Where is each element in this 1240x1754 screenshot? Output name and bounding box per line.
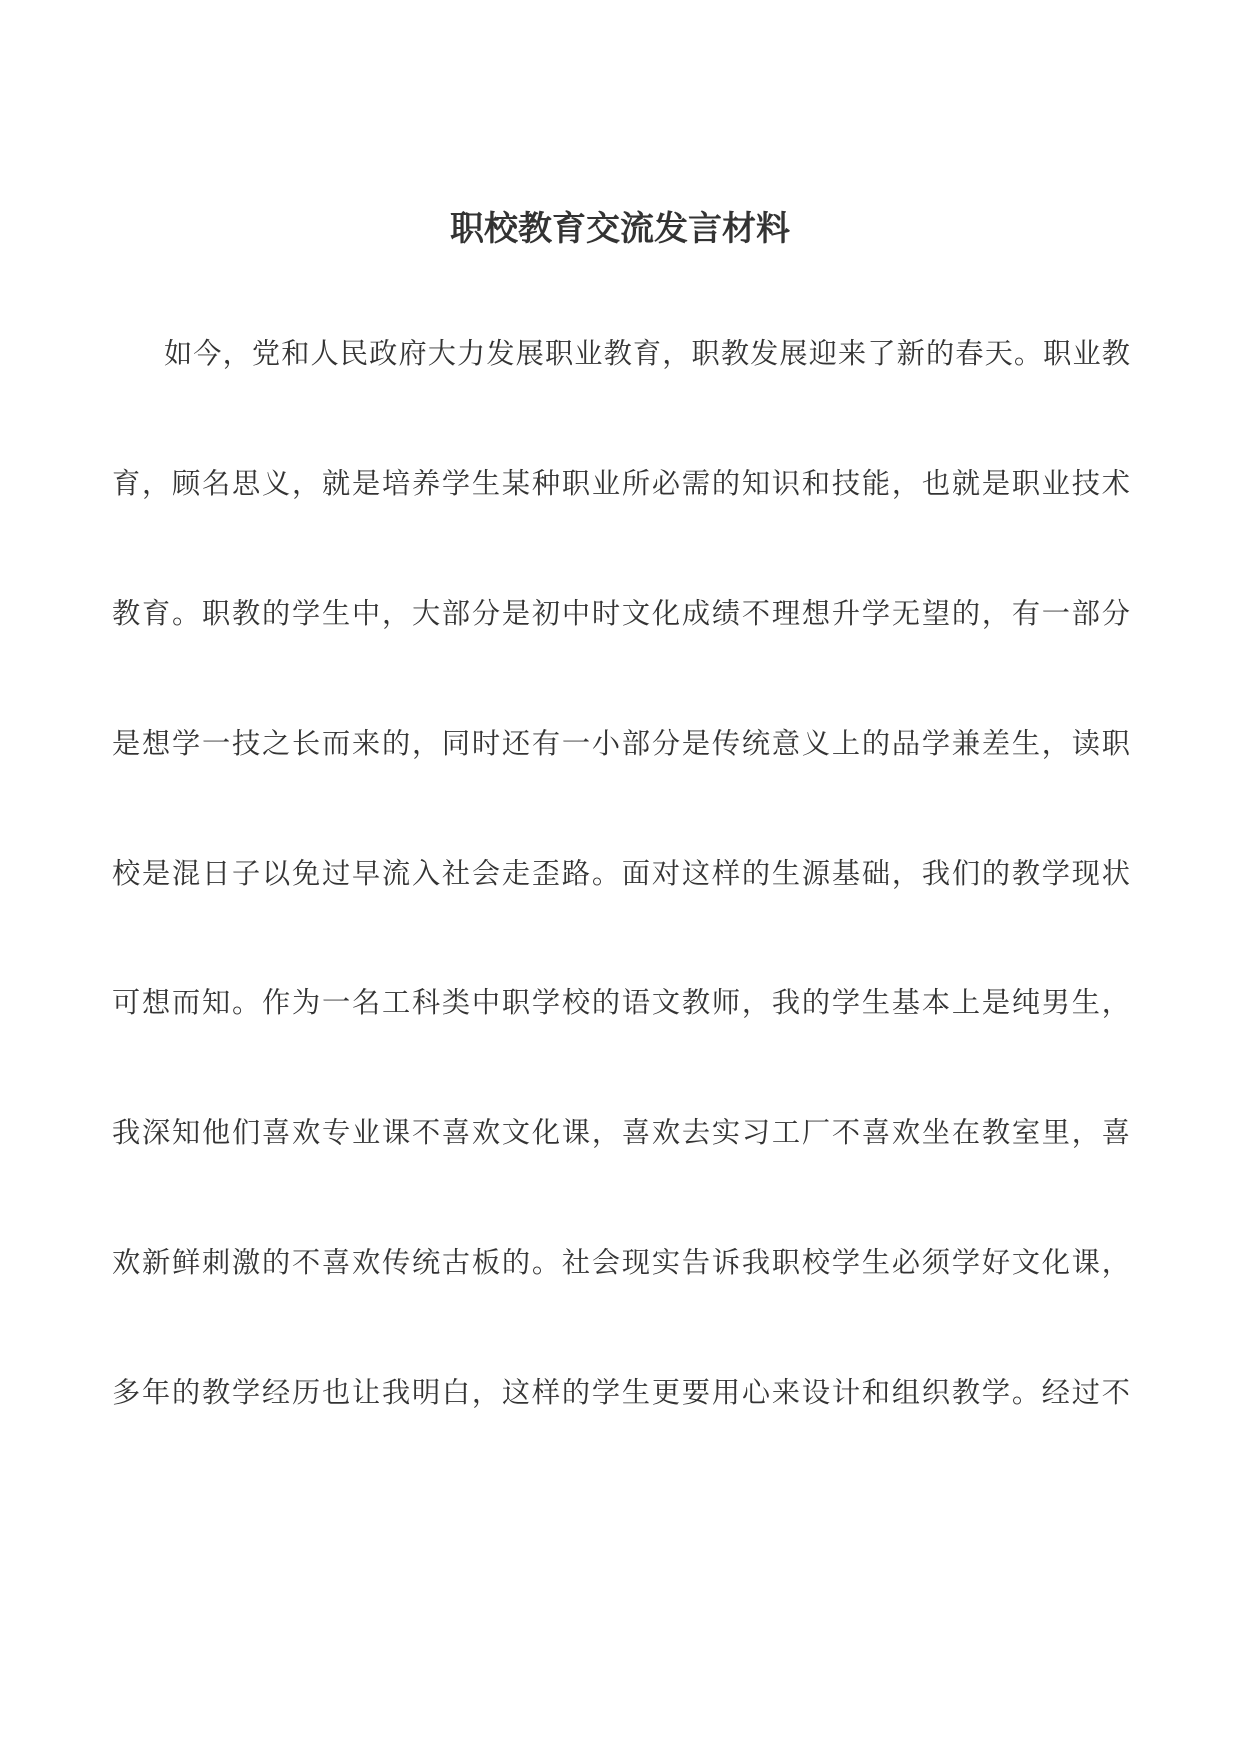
paragraph-line-5: 校是混日子以免过早流入社会走歪路。面对这样的生源基础，我们的教学现状 (112, 857, 1130, 890)
paragraph-line-2: 育，顾名思义，就是培养学生某种职业所必需的知识和技能，也就是职业技术 (112, 467, 1130, 500)
paragraph-line-6: 可想而知。作为一名工科类中职学校的语文教师，我的学生基本上是纯男生， (112, 986, 1130, 1019)
paragraph-line-3: 教育。职教的学生中，大部分是初中时文化成绩不理想升学无望的，有一部分 (112, 597, 1130, 630)
paragraph-line-7: 我深知他们喜欢专业课不喜欢文化课，喜欢去实习工厂不喜欢坐在教室里，喜 (112, 1116, 1130, 1149)
paragraph-line-4: 是想学一技之长而来的，同时还有一小部分是传统意义上的品学兼差生，读职 (112, 727, 1130, 760)
paragraph-line-8: 欢新鲜刺激的不喜欢传统古板的。社会现实告诉我职校学生必须学好文化课， (112, 1246, 1130, 1279)
paragraph-line-1: 如今，党和人民政府大力发展职业教育，职教发展迎来了新的春天。职业教 (164, 337, 1130, 370)
document-title: 职校教育交流发言材料 (450, 209, 790, 249)
paragraph-line-9: 多年的教学经历也让我明白，这样的学生更要用心来设计和组织教学。经过不 (112, 1376, 1130, 1409)
